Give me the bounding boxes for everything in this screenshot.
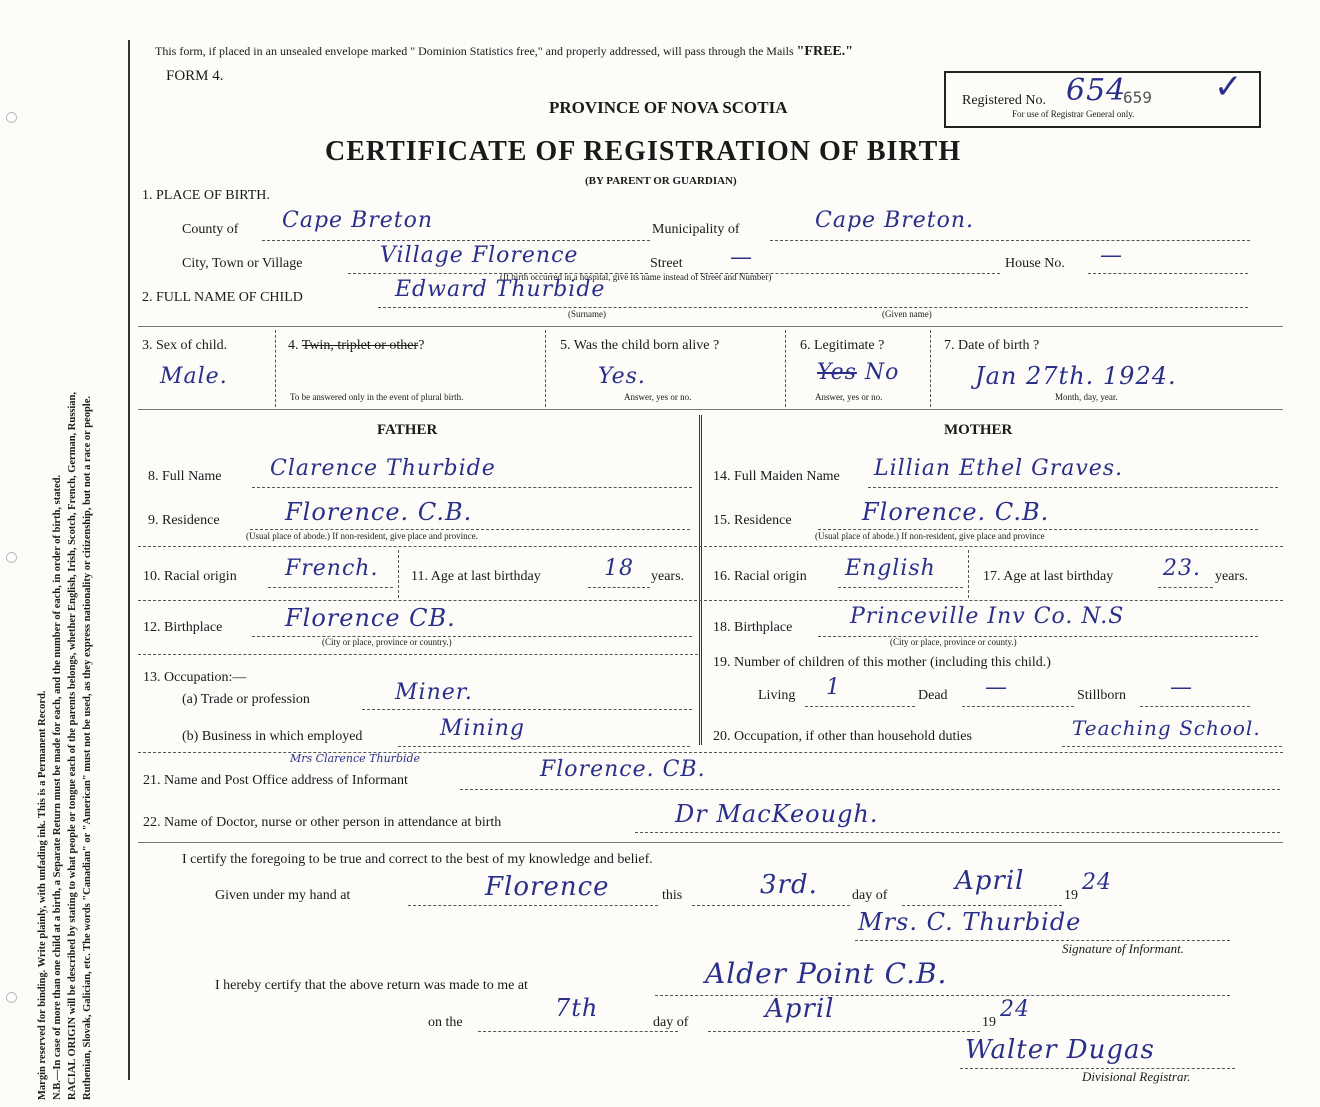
given-month-value: April (955, 866, 1025, 896)
mother-children-label: 19. Number of children of this mother (including this child.) (713, 655, 1051, 670)
given-year-value: 24 (1082, 870, 1112, 895)
street-label: Street (650, 256, 683, 271)
sex-label: 3. Sex of child. (142, 338, 228, 353)
mother-residence-label: 15. Residence (713, 513, 792, 528)
father-birthplace-label: 12. Birthplace (143, 620, 223, 635)
registrar-signature-label: Divisional Registrar. (1082, 1069, 1191, 1084)
margin-note-2: N.B.—In case of more than one child at a birth, a Separate Return must be made for each, and the number of each, in order of birth, stated. (52, 474, 63, 1100)
dob-value: Jan 27th. 1924. (975, 362, 1177, 390)
legitimate-struck: Yes (817, 360, 857, 385)
given-under-label: Given under my hand at (215, 888, 351, 903)
twin-note: To be answered only in the event of plural birth. (290, 392, 464, 402)
registrar-month-value: April (765, 994, 835, 1024)
dob-note: Month, day, year. (1055, 392, 1118, 402)
registrar-year-value: 24 (1000, 997, 1030, 1022)
registrar-signature: Walter Dugas (965, 1035, 1155, 1065)
living-value: 1 (826, 675, 841, 700)
binding-hole (6, 992, 17, 1003)
place-of-birth-heading: 1. PLACE OF BIRTH. (142, 188, 270, 203)
form-number: FORM 4. (166, 68, 224, 84)
father-heading: FATHER (377, 422, 438, 438)
county-label: County of (182, 222, 239, 237)
father-business-value: Mining (440, 716, 526, 741)
doctor-value: Dr MacKeough. (675, 800, 879, 828)
given-day-of-label: day of (852, 888, 888, 903)
father-residence-value: Florence. C.B. (285, 498, 473, 526)
registrar-year-prefix: 19 (982, 1015, 996, 1030)
mother-occupation-value: Teaching School. (1072, 716, 1261, 740)
legitimate-note: Answer, yes or no. (815, 392, 883, 402)
twin-label (288, 338, 424, 354)
informant-address-value: Florence. CB. (540, 757, 706, 782)
mother-birthplace-note: (City or place, province or county.) (890, 637, 1017, 647)
doctor-label: 22. Name of Doctor, nurse or other person in attendance at birth (143, 815, 502, 830)
city-label: City, Town or Village (182, 256, 303, 271)
given-place-value: Florence (485, 872, 610, 902)
child-name-label: 2. FULL NAME OF CHILD (142, 290, 303, 305)
father-birthplace-note: (City or place, province or country.) (322, 637, 452, 647)
registrar-statement: I hereby certify that the above return was made to me at (215, 978, 528, 993)
mother-birthplace-value: Princeville Inv Co. N.S (850, 604, 1125, 629)
postal-free: "FREE." (796, 44, 854, 59)
father-birthplace-value: Florence CB. (285, 604, 456, 632)
margin-note-1: Margin reserved for binding. Write plainly, with unfading ink. This is a Permanent Record. (37, 690, 48, 1100)
mother-name-label: 14. Full Maiden Name (713, 469, 840, 484)
street-value: — (730, 245, 753, 270)
city-value: Village Florence (380, 243, 579, 268)
mother-age-value: 23. (1163, 556, 1201, 581)
binding-hole (6, 552, 17, 563)
twin-label-q: ? (418, 338, 425, 353)
registered-label: Registered No. (962, 93, 1046, 108)
father-race-value: French. (285, 556, 379, 581)
mother-residence-value: Florence. C.B. (862, 498, 1050, 526)
mother-race-label: 16. Racial origin (713, 569, 807, 584)
margin-rule (128, 40, 130, 1080)
registrar-note: For use of Registrar General only. (1012, 109, 1135, 119)
mother-name-value: Lillian Ethel Graves. (874, 456, 1124, 481)
registered-stamp: 659 (1123, 88, 1152, 107)
father-age-label: 11. Age at last birthday (411, 569, 541, 584)
stillborn-label: Stillborn (1077, 688, 1127, 703)
given-day-value: 3rd. (760, 870, 818, 900)
father-residence-label: 9. Residence (148, 513, 220, 528)
legitimate-label: 6. Legitimate ? (800, 338, 885, 353)
house-label: House No. (1005, 256, 1065, 271)
municipality-value: Cape Breton. (815, 208, 974, 233)
sex-value: Male. (160, 364, 228, 389)
dob-label: 7. Date of birth ? (944, 338, 1040, 353)
child-name-value: Edward Thurbide (395, 277, 606, 302)
living-label: Living (758, 688, 796, 703)
alive-label: 5. Was the child born alive ? (560, 338, 720, 353)
father-occupation-label: 13. Occupation:— (143, 670, 247, 685)
postal-notice (155, 44, 853, 60)
municipality-label: Municipality of (652, 222, 740, 237)
twin-label-num: 4. (288, 338, 299, 353)
given-year-prefix: 19 (1064, 888, 1078, 903)
binding-hole (6, 112, 17, 123)
house-value: — (1100, 243, 1123, 268)
registration-box (944, 67, 1261, 128)
father-name-value: Clarence Thurbide (270, 456, 496, 481)
margin-note-4: Ruthenian, Slovak, Galician, etc. The words "Canadian" or "American" must not be used, as they express nationality or citizenship, but not a race or people. (82, 395, 93, 1100)
surname-note: (Surname) (568, 309, 606, 319)
given-name-note: (Given name) (882, 309, 932, 319)
mother-heading: MOTHER (944, 422, 1013, 438)
father-residence-note: (Usual place of abode.) If non-resident, give place and province. (246, 531, 478, 541)
certification-statement: I certify the foregoing to be true and correct to the best of my knowledge and belief. (182, 852, 653, 867)
check-mark-icon: ✓ (1214, 67, 1243, 107)
given-this-label: this (662, 888, 683, 903)
mother-occupation-label: 20. Occupation, if other than household duties (713, 729, 972, 744)
dead-label: Dead (918, 688, 948, 703)
dead-value: — (985, 675, 1008, 700)
hospital-note: (If birth occurred in a hospital, give its name instead of Street and Number) (500, 272, 772, 282)
stillborn-value: — (1170, 675, 1193, 700)
registered-number: 654 (1066, 73, 1127, 108)
legitimate-answer (817, 360, 899, 385)
mother-birthplace-label: 18. Birthplace (713, 620, 793, 635)
postal-notice-text: This form, if placed in an unsealed envelope marked " Dominion Statistics free," and properly addressed, will pass through the Mails (155, 44, 794, 58)
father-age-suffix: years. (651, 569, 685, 584)
father-race-label: 10. Racial origin (143, 569, 237, 584)
father-trade-value: Miner. (395, 680, 473, 705)
informant-label: 21. Name and Post Office address of Informant (143, 773, 408, 788)
father-age-value: 18 (604, 556, 634, 581)
legitimate-value: No (864, 360, 900, 385)
registrar-place-value: Alder Point C.B. (705, 957, 948, 990)
county-value: Cape Breton (282, 208, 434, 233)
father-business-label: (b) Business in which employed (182, 729, 363, 744)
father-trade-label: (a) Trade or profession (182, 692, 310, 707)
mother-race-value: English (845, 556, 936, 581)
mother-age-suffix: years. (1215, 569, 1249, 584)
margin-note-3: RACIAL ORIGIN will be described by stating to what people or tongue each of the parents belongs, whether English, Irish, Scotch, French, German, Russian, (67, 391, 78, 1100)
province-heading: PROVINCE OF NOVA SCOTIA (549, 98, 788, 117)
document-subtitle: (BY PARENT OR GUARDIAN) (585, 175, 737, 187)
registrar-day-of-label: day of (653, 1015, 689, 1030)
registrar-on-the-label: on the (428, 1015, 463, 1030)
mother-residence-note: (Usual place of abode.) If non-resident, give place and province (815, 531, 1045, 541)
document-title: CERTIFICATE OF REGISTRATION OF BIRTH (325, 136, 962, 167)
informant-name-value: Mrs Clarence Thurbide (290, 752, 421, 765)
mother-age-label: 17. Age at last birthday (983, 569, 1114, 584)
registrar-day-value: 7th (555, 994, 599, 1022)
twin-label-struck: Twin, triplet or other (301, 338, 419, 353)
informant-signature-label: Signature of Informant. (1062, 941, 1184, 956)
father-name-label: 8. Full Name (148, 469, 222, 484)
alive-note: Answer, yes or no. (624, 392, 692, 402)
informant-signature: Mrs. C. Thurbide (858, 908, 1082, 936)
alive-value: Yes. (598, 364, 646, 389)
